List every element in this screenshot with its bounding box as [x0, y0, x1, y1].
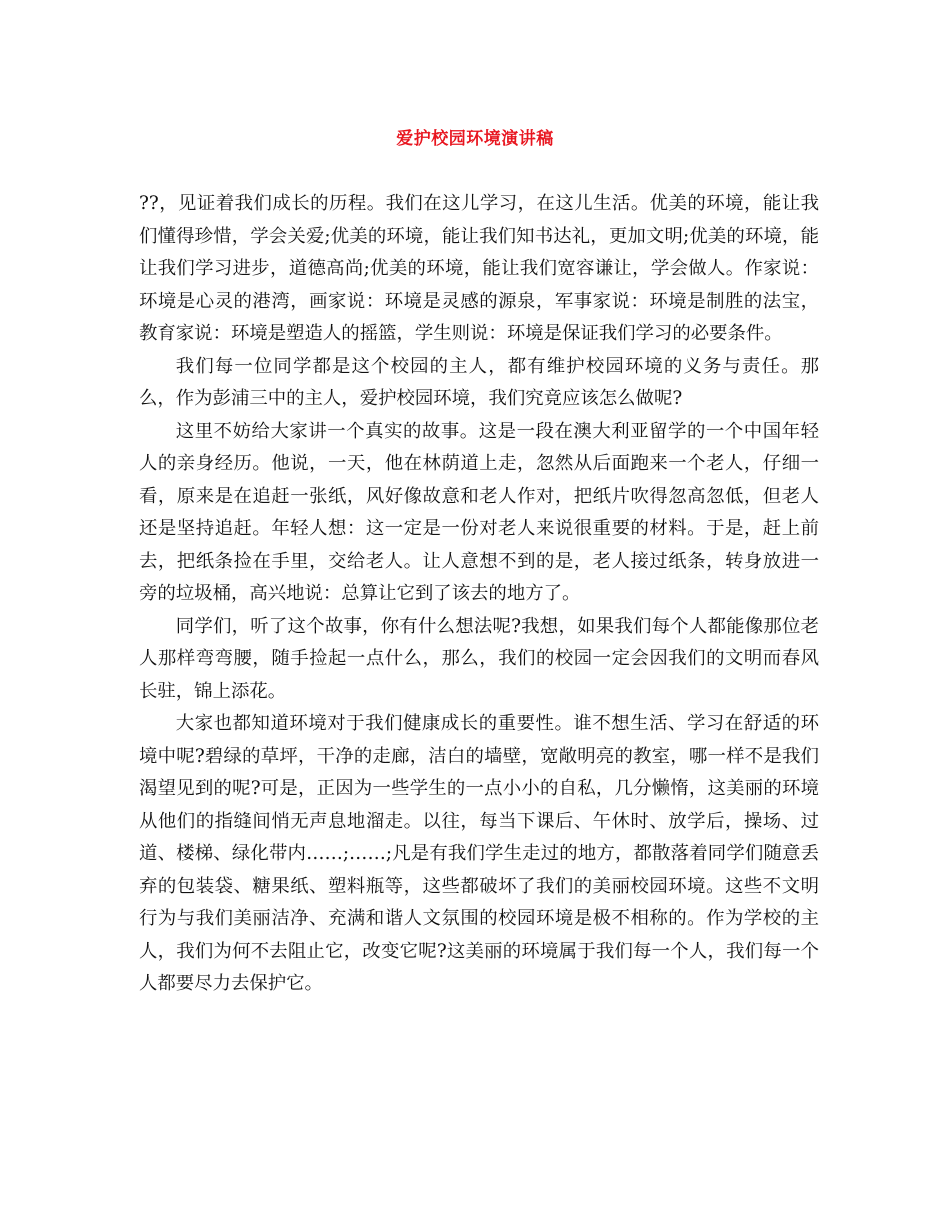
- paragraph-4: 同学们，听了这个故事，你有什么想法呢?我想，如果我们每个人都能像那位老人那样弯弯腰，随手捡起一点什么，那么，我们的校园一定会因我们的文明而春风长驻，锦上添花。: [139, 615, 819, 702]
- paragraph-3: 这里不妨给大家讲一个真实的故事。这是一段在澳大利亚留学的一个中国年轻人的亲身经历。他说，一天，他在林荫道上走，忽然从后面跑来一个老人，仔细一看，原来是在追赶一张纸，风好像故意和老人作对，把纸片吹得忽高忽低，但老人还是坚持追赶。年轻人想：这一定是一份对老人来说很重要的材料。于是，赶上前去，把纸条捡在手里，交给老人。让人意想不到的是，老人接过纸条，转身放进一旁的垃圾桶，高兴地说：总算让它到了该去的地方了。: [139, 420, 819, 604]
- paragraph-5: 大家也都知道环境对于我们健康成长的重要性。谁不想生活、学习在舒适的环境中呢?碧绿的草坪，干净的走廊，洁白的墙壁，宽敞明亮的教室，哪一样不是我们渴望见到的呢?可是，正因为一些学生的一点小小的自私，几分懒惰，这美丽的环境从他们的指缝间悄无声息地溜走。以往，每当下课后、午休时、放学后，操场、过道、楼梯、绿化带内……;……;凡是有我们学生走过的地方，都散落着同学们随意丢弃的包装袋、糖果纸、塑料瓶等，这些都破坏了我们的美丽校园环境。这些不文明行为与我们美丽洁净、充满和谐人文氛围的校园环境是极不相称的。作为学校的主人，我们为何不去阻止它，改变它呢?这美丽的环境属于我们每一个人，我们每一个人都要尽力去保护它。: [139, 713, 819, 994]
- paragraph-2: 我们每一位同学都是这个校园的主人，都有维护校园环境的义务与责任。那么，作为彭浦三中的主人，爱护校园环境，我们究竟应该怎么做呢?: [139, 355, 819, 409]
- paragraph-1: ??，见证着我们成长的历程。我们在这儿学习，在这儿生活。优美的环境，能让我们懂得珍惜，学会关爱;优美的环境，能让我们知书达礼，更加文明;优美的环境，能让我们学习进步，道德高尚;优美的环境，能让我们宽容谦让，学会做人。作家说：环境是心灵的港湾，画家说：环境是灵感的源泉，军事家说：环境是制胜的法宝，教育家说：环境是塑造人的摇篮，学生则说：环境是保证我们学习的必要条件。: [139, 193, 819, 344]
- document-body: [139, 188, 819, 1001]
- document-title: 爱护校园环境演讲稿: [396, 129, 554, 149]
